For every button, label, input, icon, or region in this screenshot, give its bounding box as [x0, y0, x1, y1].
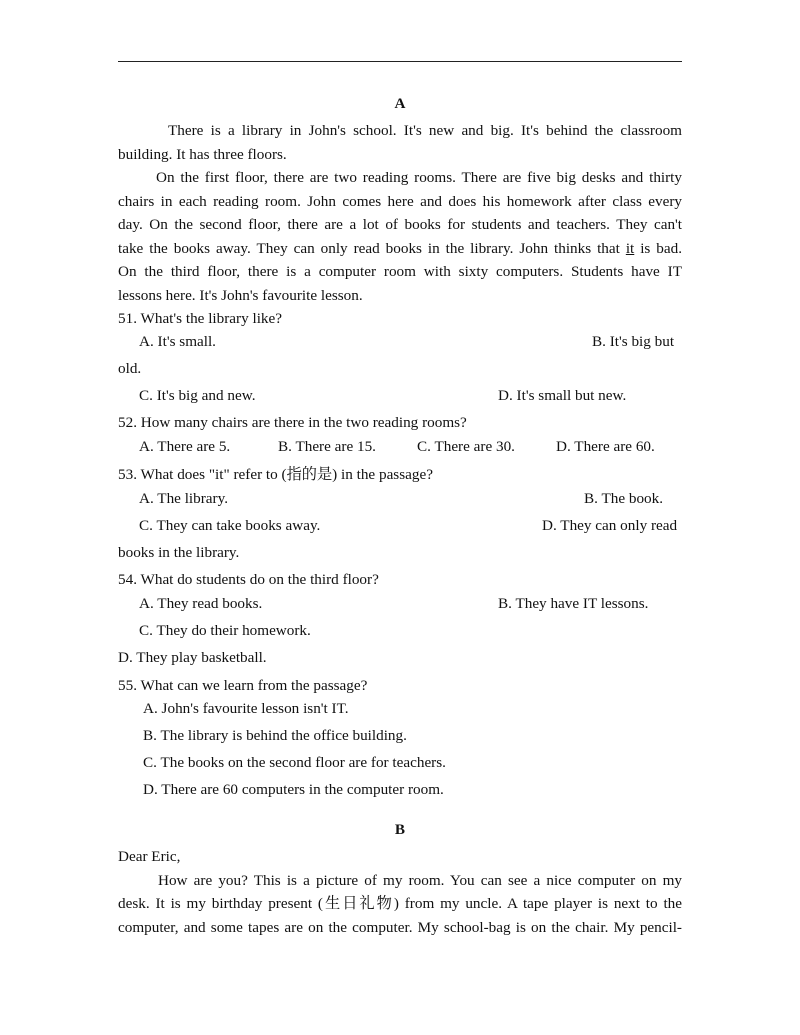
passage-a-text: take the books away. They can only read books in the library. John thinks that	[118, 240, 626, 257]
option-54-c: C. They do their homework.	[139, 622, 311, 639]
question-53	[118, 465, 433, 485]
passage-a-line: day. On the second floor, there are a lot of books for students and teachers. They can't	[118, 216, 682, 233]
passage-a-line: building. It has three floors.	[118, 146, 287, 163]
option-51-b: B. It's big but	[592, 333, 675, 350]
passage-a-line: There is a library in John's school. It's new and big. It's behind the classroom	[168, 122, 682, 139]
question-stem: What does "it" refer to (指的是) in the passage?	[140, 466, 433, 483]
option-53-b: B. The book.	[584, 490, 664, 507]
option-55-b: B. The library is behind the office building.	[143, 727, 407, 744]
option-52-b: B. There are 15.	[278, 438, 376, 455]
question-stem: What do students do on the third floor?	[140, 571, 379, 588]
option-55-d: D. There are 60 computers in the computer room.	[143, 781, 444, 798]
passage-a-line: chairs in each reading room. John comes here and does his homework after class every	[118, 193, 682, 210]
passage-a-line: lessons here. It's John's favourite lesson.	[118, 287, 363, 304]
passage-a-text: is bad.	[634, 240, 683, 257]
option-51-c: C. It's big and new.	[139, 387, 256, 404]
option-54-a: A. They read books.	[139, 595, 263, 612]
letter-greeting: Dear Eric,	[118, 848, 181, 865]
passage-b-heading: B	[394, 821, 406, 838]
underlined-it: it	[625, 240, 635, 257]
question-52	[118, 413, 467, 433]
option-52-d: D. There are 60.	[556, 438, 655, 455]
option-54-b: B. They have IT lessons.	[498, 595, 649, 612]
passage-a-heading: A	[394, 95, 406, 112]
passage-b-line: desk. It is my birthday present (生日礼物) from my uncle. A tape player is next to the	[118, 895, 682, 912]
passage-a-line: On the third floor, there is a computer room with sixty computers. Students have IT	[118, 263, 682, 280]
question-number: 52.	[118, 414, 137, 431]
passage-b-line: How are you? This is a picture of my room. You can see a nice computer on my	[158, 872, 682, 889]
option-53-c: C. They can take books away.	[139, 517, 321, 534]
top-rule	[118, 61, 682, 62]
question-number: 54.	[118, 571, 137, 588]
option-51-d: D. It's small but new.	[498, 387, 627, 404]
option-54-d: D. They play basketball.	[118, 649, 267, 666]
question-54	[118, 570, 379, 590]
question-51	[118, 309, 282, 329]
option-52-c: C. There are 30.	[417, 438, 515, 455]
question-55	[118, 676, 367, 696]
question-number: 53.	[118, 466, 137, 483]
passage-a-line: On the first floor, there are two reading rooms. There are five big desks and thirty	[156, 169, 682, 186]
question-stem: What's the library like?	[140, 310, 282, 327]
option-55-c: C. The books on the second floor are for teachers.	[143, 754, 446, 771]
question-stem: How many chairs are there in the two reading rooms?	[140, 414, 467, 431]
question-number: 51.	[118, 310, 137, 327]
question-stem: What can we learn from the passage?	[140, 677, 368, 694]
option-51-b-cont: old.	[118, 360, 142, 377]
option-51-a: A. It's small.	[139, 333, 216, 350]
option-53-d: D. They can only read	[542, 517, 678, 534]
question-number: 55.	[118, 677, 137, 694]
option-52-a: A. There are 5.	[139, 438, 231, 455]
option-53-a: A. The library.	[139, 490, 228, 507]
passage-a-line-with-underline	[118, 239, 682, 259]
passage-b-line: computer, and some tapes are on the computer. My school-bag is on the chair. My pencil-	[118, 919, 682, 936]
option-55-a: A. John's favourite lesson isn't IT.	[143, 700, 349, 717]
option-53-d-cont: books in the library.	[118, 544, 240, 561]
